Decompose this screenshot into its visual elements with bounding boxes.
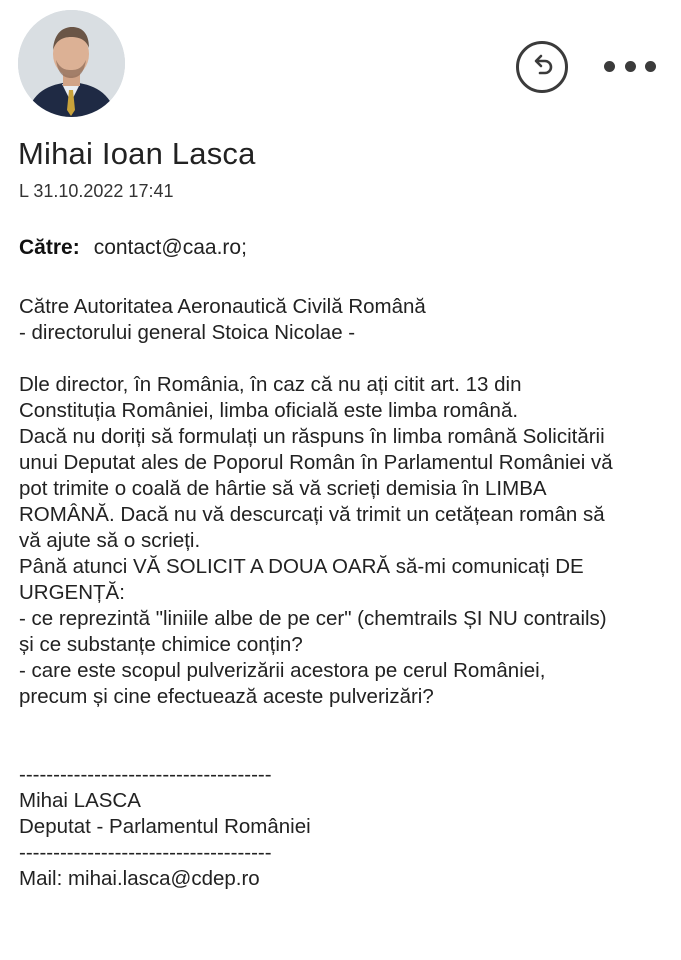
- body-gap: [19, 710, 669, 736]
- sender-avatar: [18, 10, 125, 117]
- more-options-icon-dot: [625, 61, 636, 72]
- body-line: Dacă nu doriți să formulați un răspuns în limba română Solicitării: [19, 425, 605, 448]
- more-options-button[interactable]: [604, 58, 656, 74]
- message-body: [19, 294, 669, 892]
- recipients-row: [19, 236, 247, 260]
- signature-divider: -------------------------------------: [19, 841, 272, 864]
- body-line: precum și cine efectuează aceste pulverizări?: [19, 685, 434, 708]
- signature-name: Mihai LASCA: [19, 789, 141, 812]
- body-line: ROMÂNĂ. Dacă nu vă descurcați vă trimit un cetățean român să: [19, 503, 605, 526]
- body-line: Până atunci VĂ SOLICIT A DOUA OARĂ să-mi comunicați DE: [19, 555, 584, 578]
- body-line: Dle director, în România, în caz că nu ați citit art. 13 din: [19, 373, 522, 396]
- signature-title: Deputat - Parlamentul României: [19, 815, 311, 838]
- body-line: și ce substanțe chimice conțin?: [19, 633, 303, 656]
- body-line: unui Deputat ales de Poporul Român în Parlamentul României vă: [19, 451, 613, 474]
- reply-icon: [529, 52, 555, 83]
- body-line: vă ajute să o scrieți.: [19, 529, 201, 552]
- signature-divider: -------------------------------------: [19, 763, 272, 786]
- body-gap: [19, 346, 669, 372]
- body-line: Către Autoritatea Aeronautică Civilă Română: [19, 295, 426, 318]
- body-gap: [19, 736, 669, 762]
- body-line: - ce reprezintă "liniile albe de pe cer" (chemtrails ȘI NU contrails): [19, 607, 607, 630]
- more-options-icon-dot: [645, 61, 656, 72]
- body-line: Constituția României, limba oficială este limba română.: [19, 399, 519, 422]
- signature-mail[interactable]: Mail: mihai.lasca@cdep.ro: [19, 867, 260, 890]
- to-recipient[interactable]: contact@caa.ro;: [93, 236, 247, 259]
- sender-name: Mihai Ioan Lasca: [18, 136, 256, 171]
- reply-button[interactable]: [516, 41, 568, 93]
- body-line: - care este scopul pulverizării acestora pe cerul României,: [19, 659, 546, 682]
- message-date: L 31.10.2022 17:41: [19, 181, 174, 201]
- more-options-icon-dot: [604, 61, 615, 72]
- to-label: Către:: [19, 236, 80, 259]
- body-line: - directorului general Stoica Nicolae -: [19, 321, 356, 344]
- body-line: URGENȚĂ:: [19, 581, 125, 604]
- body-line: pot trimite o coală de hârtie să vă scrieți demisia în LIMBA: [19, 477, 547, 500]
